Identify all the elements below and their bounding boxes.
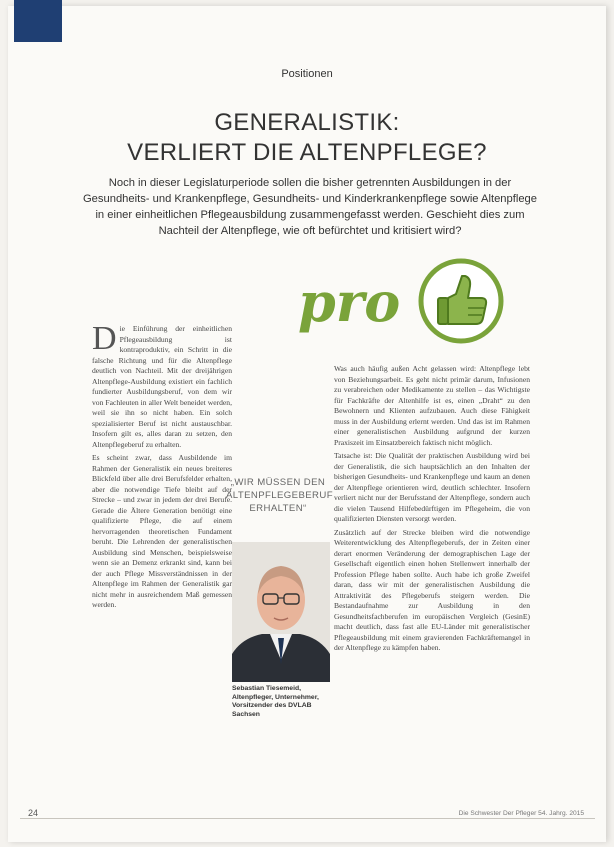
publication-footer: Die Schwester Der Pfleger 54. Jahrg. 2015 — [458, 810, 584, 817]
portrait-caption: Sebastian Tiesemeid, Altenpfleger, Unternehmer, Vorsitzender des DVLAB Sachsen — [232, 685, 319, 718]
lead-paragraph: Noch in dieser Legislaturperiode sollen die bisher getrennten Ausbildungen in der Gesundheits- und Krankenpflege, Gesundheits- und Kinderkrankenpflege sowie Altenpflege in einer einheitlichen Pflegeausbildung zusammengefasst werden. Geschieht dies zum Nachteil der Altenpflege, wie oft befürchtet und kritisiert wird? — [82, 177, 538, 237]
author-portrait — [232, 542, 330, 682]
left-paragraph-1 — [92, 320, 232, 450]
left-paragraph-2: Es scheint zwar, dass Ausbildende im Rahmen der Generalistik ein neues breiteres Blickfeld über alle drei Berufsfelder erhalten, aber die notwendige Tiefe bleibt auf der Strecke – und zwar in jedem der drei Berufe. Gerade die Ältere Generation benötigt eine qualifizierte Pflege, die auf einem hervorragenden theoretischen Fundament beruht. Die Lehrenden der generalistischen Ausbildung sind Menschen, beispielsweise wenn sie an Demenz erkrankt sind, kann bei der auch Pflege Missverständnissen in der Altenpflege im Rahmen der Generalistik gar nicht mehr in ausreichendem Maß gemessen werden. — [92, 453, 232, 609]
section-tab — [14, 0, 62, 42]
dropcap: D — [92, 320, 117, 357]
right-paragraph-3: Zusätzlich auf der Strecke bleiben wird die notwendige Weiterentwicklung des Altenpflegeberufs, der in Zeiten einer derart enormen Veränderung der demographischen Lage der Gesellschaft eigentlich einen hohen Stellenwert innerhalb der Profession Pflege haben sollte. Auch habe ich große Zweifel daran, dass wir mit der generalistischen Ausbildung die Attraktivität des Pflegeberufs steigern werden. Die Bestandaufnahme zur Ausbildung in den Gesundheitsfachberufen im europäischen Vergleich (GesinE) macht deutlich, dass fast alle EU-Länder mit generalistischer Pflegeausbildung mit einem gravierenden Fachkräftemangel in der Altenpflege zu kämpfen haben. — [334, 527, 530, 652]
right-paragraph-2: Tatsache ist: Die Qualität der praktischen Ausbildung wird bei der Generalistik, die sich hauptsächlich an den Inhalten der bisherigen Gesundheits- und Krankenpflege und kaum an denen der Altenpflege orientieren wird, deutlich schlechter. Insofern verliert nicht nur der Berufsstand der Altenpflege, sondern auch die vielen Tausend Hilfebedürftigen im Pflegeheim, die von qualifizierten Diensten versorgt werden. — [334, 451, 530, 523]
thumbs-up-icon — [418, 258, 504, 344]
headline-line-2: VERLIERT DIE ALTENPFLEGE? — [127, 139, 487, 166]
pro-label: pro — [298, 270, 401, 334]
left-paragraph-1-text: ie Einführung der einheitlichen Pflegeausbildung ist kontraproduktiv, ein Schritt in die falsche Richtung und für die Altenpflege deutlich von Nachteil. Mit der dreijährigen Altenpflege-Ausbildung existiert ein fachlich fundierter Ausbildungsberuf, von dem wir von Fachleuten in aller Welt beneidet werden, weil sie ihn so nicht haben. Ein solch spezialisierter Beruf ist nicht austauschbar. Insofern gilt es, alles daran zu setzen, den Altenpflegeberuf zu erhalten. — [92, 324, 232, 449]
right-column — [334, 364, 530, 657]
pull-quote: „WIR MÜSSEN DEN ALTENPFLEGEBERUF ERHALTEN“ — [226, 477, 333, 514]
left-column — [92, 320, 232, 614]
section-label: Positionen — [281, 68, 333, 80]
headline-line-1: GENERALISTIK: — [214, 109, 400, 136]
footer-divider — [20, 818, 595, 819]
headline — [0, 108, 614, 168]
page-number: 24 — [28, 808, 39, 818]
right-paragraph-1: Was auch häufig außen Acht gelassen wird: Altenpflege lebt von Beziehungsarbeit. Es geht nicht primär darum, Infusionen zu verabreichen oder Medikamente zu stellen – das Wichtigste für Fachkräfte der Altenhilfe ist es, einen „Draht“ zu den Bewohnern und Klienten aufzubauen. Auch diese Fähigkeit muss in der Ausbildung erlernt werden. Und das ist im Rahmen einer generalistischen Ausbildung aufgrund der kurzen Praxiszeit im Einsatzbereich faktisch nicht möglich. — [334, 364, 530, 447]
